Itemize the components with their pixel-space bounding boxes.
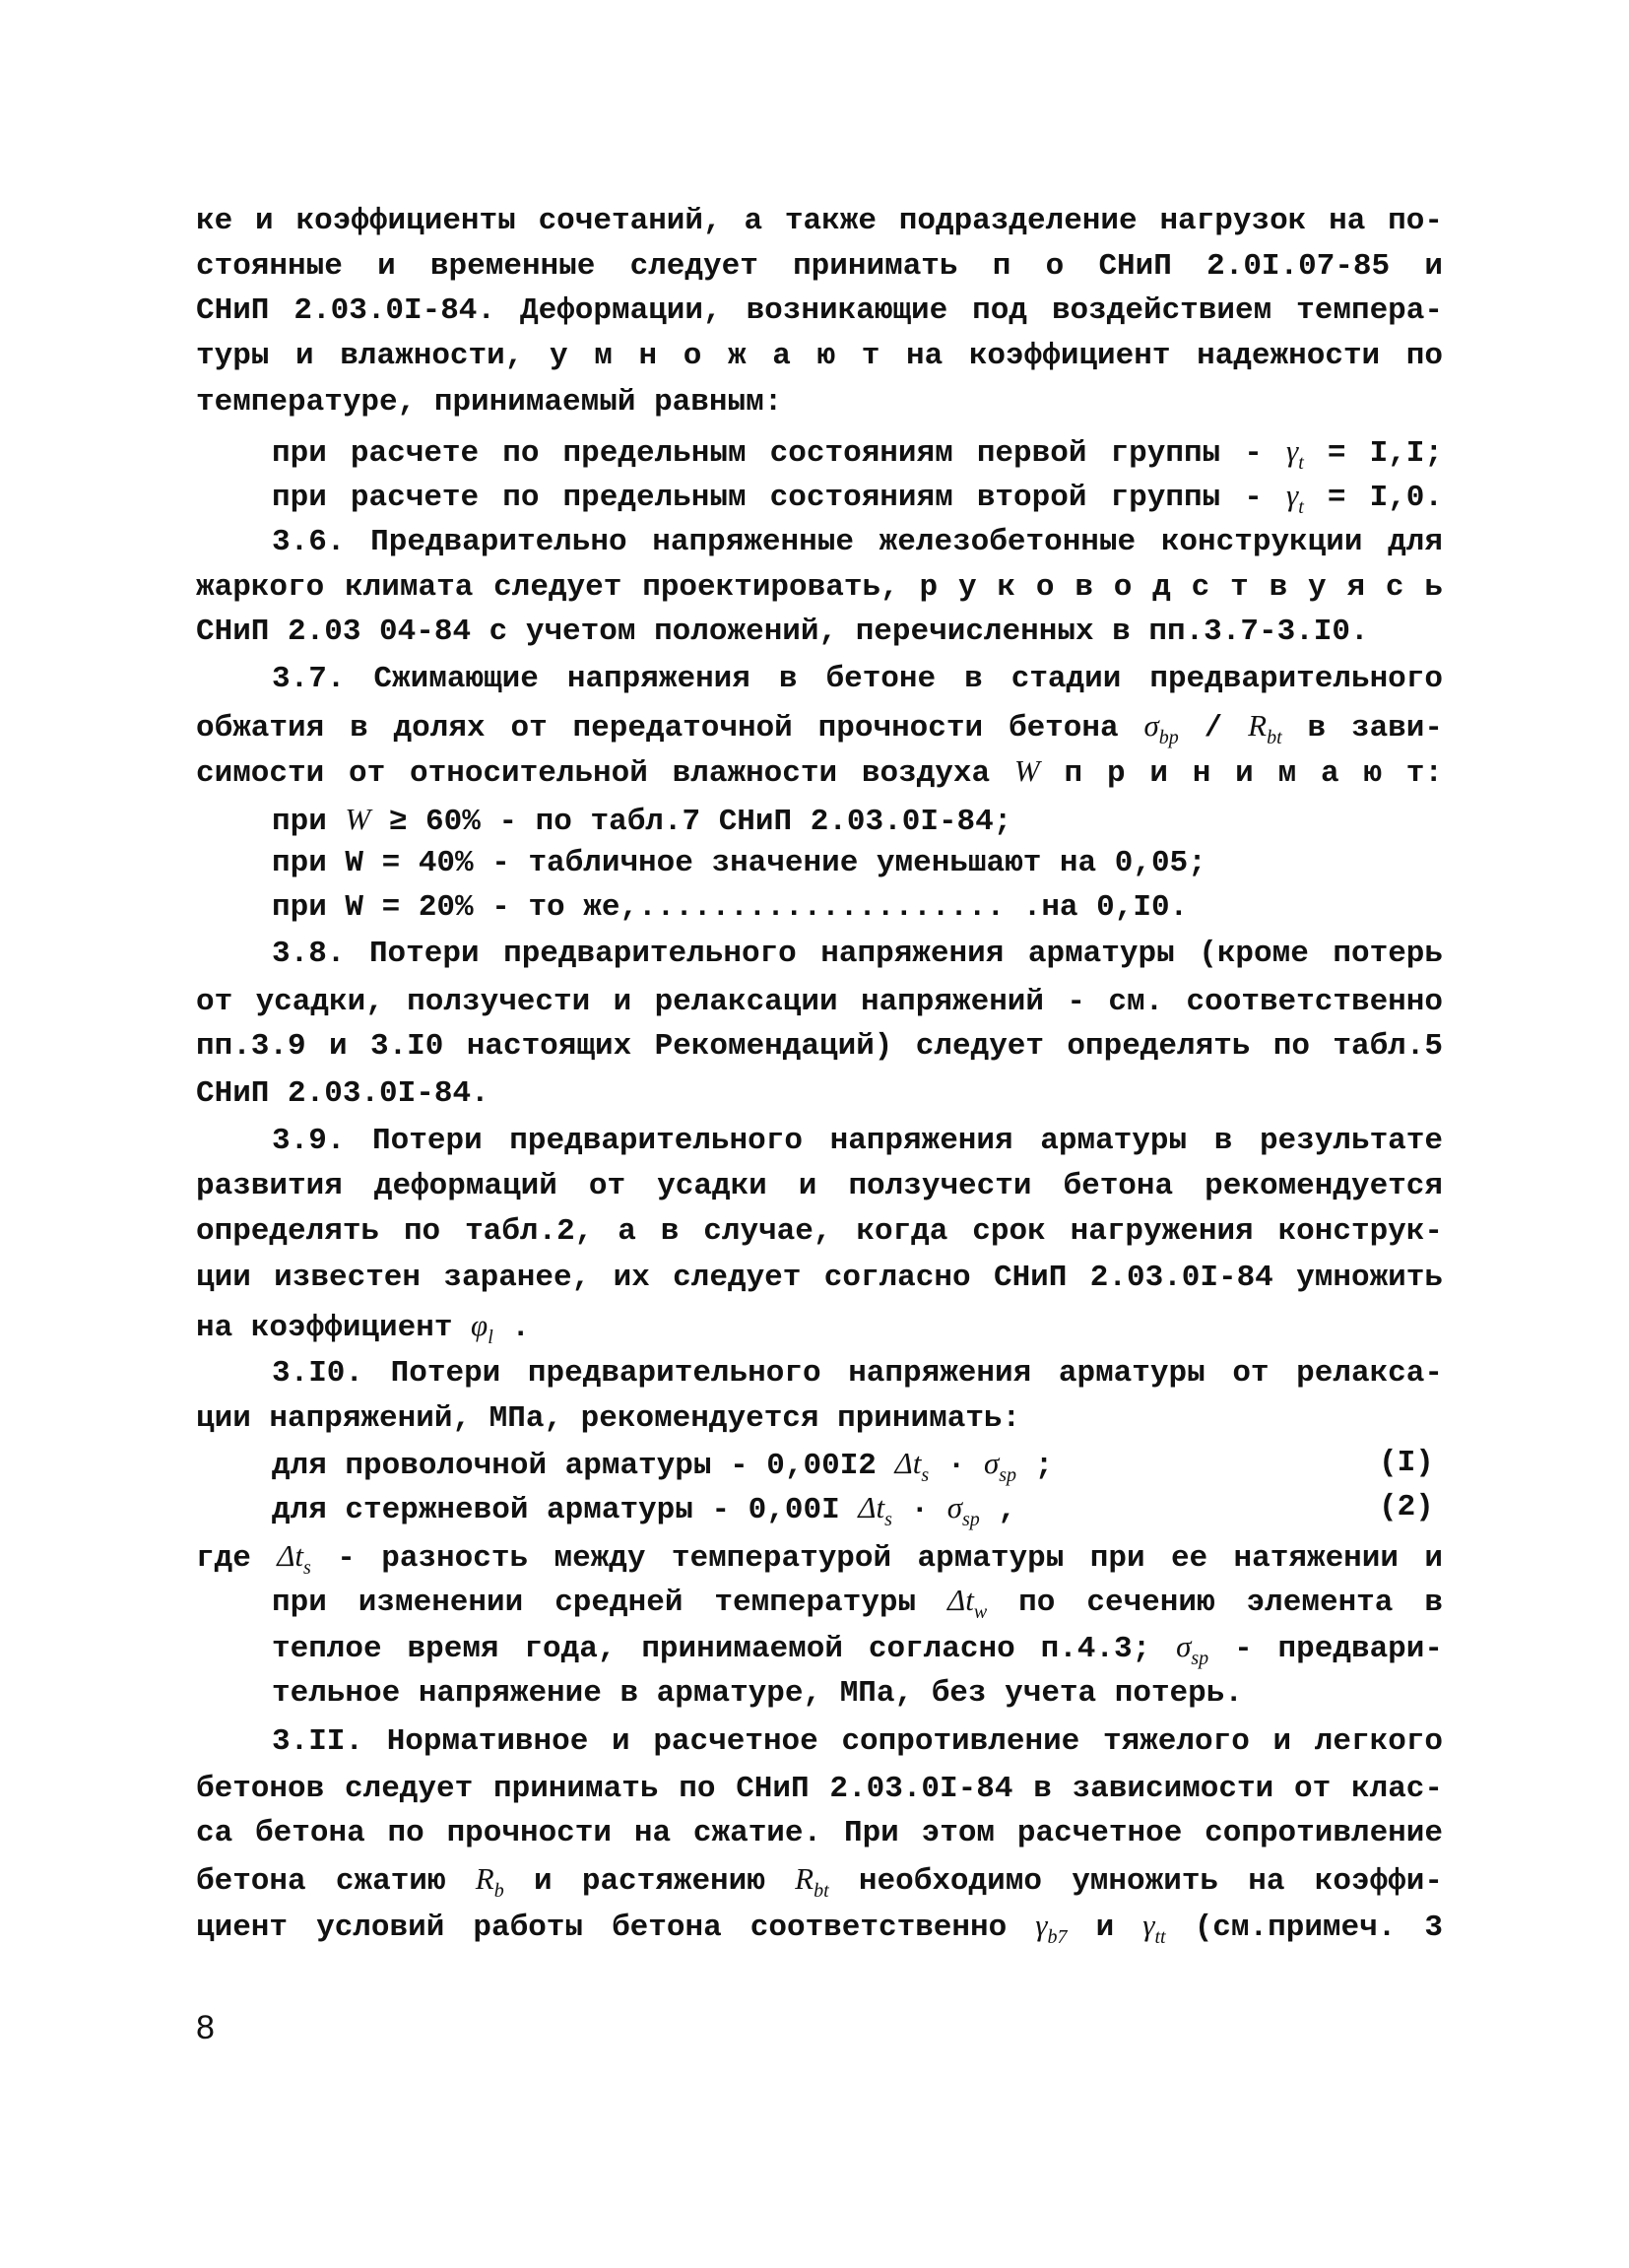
math-subscript: t xyxy=(1298,496,1304,518)
text-segment: ≥ 60% - по табл.7 СНиП 2.03.0I-84; xyxy=(370,805,1012,839)
text-segment: бетона сжатию xyxy=(196,1864,476,1899)
text-line xyxy=(196,1167,1443,1206)
text-segment: развития деформаций от усадки и ползучести бетона рекомендуется xyxy=(196,1169,1443,1203)
text-segment: ции известен заранее, их следует согласно СНиП 2.03.0I-84 умножить xyxy=(196,1261,1443,1295)
text-segment: симости от относительной влажности воздуха xyxy=(196,756,1014,791)
math-symbol: σ xyxy=(983,1446,1000,1480)
text-segment: определять по табл.2, а в случае, когда срок нагружения конструк- xyxy=(196,1214,1443,1249)
text-segment: ции напряжений, МПа, рекомендуется принимать: xyxy=(196,1401,1021,1436)
text-line xyxy=(196,1906,1443,1957)
text-segment: - предвари- xyxy=(1208,1632,1443,1666)
text-segment: ке и коэффициенты сочетаний, а также подразделение нагрузок на по- xyxy=(196,204,1443,238)
text-line xyxy=(196,1859,1443,1911)
text-segment: необходимо умножить на коэффи- xyxy=(828,1864,1443,1899)
text-line xyxy=(196,1399,1443,1439)
text-segment: циент условий работы бетона соответственно xyxy=(196,1911,1036,1945)
text-line xyxy=(196,247,1443,287)
text-line xyxy=(196,706,1443,757)
text-segment: и растяжению xyxy=(503,1864,796,1899)
text-segment: СНиП 2.03.0I-84. Деформации, возникающие под воздействием темпера- xyxy=(196,293,1443,328)
text-segment: / xyxy=(1178,711,1249,745)
math-subscript: s xyxy=(921,1464,930,1486)
math-subscript: tt xyxy=(1154,1926,1166,1948)
text-segment: 3.9. Потери предварительного напряжения арматуры в результате xyxy=(272,1124,1443,1158)
math-subscript: bp xyxy=(1158,727,1179,748)
text-line xyxy=(272,1722,1443,1762)
text-line xyxy=(196,1212,1443,1252)
math-subscript: sp xyxy=(962,1509,980,1530)
text-segment: при изменении средней температуры xyxy=(272,1586,948,1620)
text-line xyxy=(272,844,1443,883)
text-segment: стоянные и временные следует принимать п о СНиП 2.0I.07-85 и xyxy=(196,249,1443,284)
text-line xyxy=(272,660,1443,699)
text-segment: жаркого климата следует проектировать, р у к о в о д с т в у я с ь xyxy=(196,570,1443,605)
math-subscript: sp xyxy=(1191,1648,1209,1669)
text-line xyxy=(196,383,1443,422)
text-line xyxy=(272,1674,1443,1714)
math-subscript: s xyxy=(303,1557,311,1579)
math-subscript: b xyxy=(493,1880,504,1902)
text-segment: теплое время года, принимаемой согласно п.4.3; xyxy=(272,1632,1177,1666)
text-segment: 3.8. Потери предварительного напряжения арматуры (кроме потерь xyxy=(272,937,1443,971)
math-subscript: w xyxy=(973,1601,988,1623)
math-symbol: R xyxy=(1248,708,1268,743)
text-line xyxy=(196,1027,1443,1067)
text-line xyxy=(196,983,1443,1022)
text-line xyxy=(196,292,1443,331)
text-segment: са бетона по прочности на сжатие. При этом расчетное сопротивление xyxy=(196,1816,1443,1850)
math-symbol: φ xyxy=(471,1308,489,1342)
math-symbol: σ xyxy=(946,1490,963,1524)
math-symbol: R xyxy=(475,1861,494,1896)
text-segment: при xyxy=(272,805,346,839)
math-symbol: γ xyxy=(1285,433,1299,468)
text-segment: = I,I; xyxy=(1303,436,1443,471)
text-segment: = I,0. xyxy=(1303,481,1443,515)
text-segment: при W = 40% - табличное значение уменьшают на 0,05; xyxy=(272,846,1206,880)
math-symbol: γ xyxy=(1142,1908,1155,1942)
text-segment: 3.I0. Потери предварительного напряжения арматуры от релакса- xyxy=(272,1356,1443,1391)
math-subscript: l xyxy=(488,1327,493,1348)
text-line xyxy=(272,888,1443,928)
math-symbol: Δt xyxy=(947,1583,974,1617)
text-segment: . xyxy=(492,1311,530,1345)
text-segment: 3.II. Нормативное и расчетное сопротивление тяжелого и легкого xyxy=(272,1724,1443,1759)
text-segment: по сечению элемента в xyxy=(987,1586,1443,1620)
text-segment: от усадки, ползучести и релаксации напряжений - см. соответственно xyxy=(196,985,1443,1019)
text-segment: (см.примеч. 3 xyxy=(1165,1911,1444,1945)
text-line xyxy=(196,202,1443,241)
math-symbol: Δt xyxy=(894,1446,922,1480)
text-segment: ; xyxy=(1016,1449,1054,1483)
text-line xyxy=(196,613,1443,652)
math-subscript: bt xyxy=(1267,727,1282,748)
text-segment: 3.7. Сжимающие напряжения в бетоне в стадии предварительного xyxy=(272,662,1443,696)
text-segment: тельное напряжение в арматуре, МПа, без учета потерь. xyxy=(272,1676,1243,1711)
math-symbol: W xyxy=(1013,753,1040,788)
text-segment: для проволочной арматуры - 0,00I2 xyxy=(272,1449,895,1483)
text-line xyxy=(196,1074,1443,1114)
math-symbol: W xyxy=(345,802,371,836)
text-segment: , xyxy=(979,1493,1017,1527)
text-segment: бетонов следует принимать по СНиП 2.03.0I-84 в зависимости от клас- xyxy=(196,1772,1443,1806)
math-symbol: Δt xyxy=(858,1490,885,1524)
text-segment: пп.3.9 и 3.I0 настоящих Рекомендаций) следует определять по табл.5 xyxy=(196,1029,1443,1064)
text-segment: СНиП 2.03 04-84 с учетом положений, перечисленных в пп.3.7-3.I0. xyxy=(196,615,1369,649)
math-symbol: γ xyxy=(1285,478,1299,512)
text-segment: и xyxy=(1067,1911,1143,1945)
math-symbol: R xyxy=(795,1861,814,1896)
text-line xyxy=(196,568,1443,608)
math-subscript: sp xyxy=(999,1464,1017,1486)
text-line xyxy=(196,1770,1443,1809)
math-symbol: γ xyxy=(1035,1908,1048,1942)
math-subscript: s xyxy=(884,1509,892,1530)
text-line xyxy=(272,800,1443,842)
math-symbol: σ xyxy=(1176,1629,1192,1663)
math-subscript: t xyxy=(1298,452,1304,474)
text-line xyxy=(272,523,1443,562)
text-line xyxy=(272,1581,1443,1632)
text-segment: для стержневой арматуры - 0,00I xyxy=(272,1493,859,1527)
text-line xyxy=(196,1259,1443,1298)
text-segment: · xyxy=(891,1493,947,1527)
text-segment: в зави- xyxy=(1281,711,1443,745)
text-line xyxy=(196,337,1443,376)
math-symbol: Δt xyxy=(277,1538,304,1573)
text-line xyxy=(272,476,1443,527)
equation-number: (I) xyxy=(1379,1446,1434,1480)
text-line xyxy=(196,751,1443,794)
text-segment: при расчете по предельным состояниям первой группы - xyxy=(272,436,1286,471)
text-segment: СНиП 2.03.0I-84. xyxy=(196,1076,489,1111)
text-line xyxy=(272,1488,1443,1539)
text-line xyxy=(272,935,1443,974)
text-line xyxy=(272,1122,1443,1161)
text-segment: туры и влажности, у м н о ж а ю т на коэффициент надежности по xyxy=(196,339,1443,373)
text-segment: температуре, принимаемый равным: xyxy=(196,385,783,420)
math-subscript: bt xyxy=(814,1880,829,1902)
text-segment: где xyxy=(196,1541,278,1576)
equation-number: (2) xyxy=(1379,1490,1434,1524)
text-segment: обжатия в долях от передаточной прочности бетона xyxy=(196,711,1144,745)
text-segment: п р и н и м а ю т: xyxy=(1039,756,1443,791)
text-segment: на коэффициент xyxy=(196,1311,472,1345)
text-line xyxy=(196,1814,1443,1853)
text-line xyxy=(196,1306,1443,1357)
page-number: 8 xyxy=(196,2009,215,2046)
text-segment: - разность между температурой арматуры при ее натяжении и xyxy=(310,1541,1443,1576)
math-subscript: b7 xyxy=(1047,1926,1068,1948)
text-segment: · xyxy=(929,1449,984,1483)
text-line xyxy=(272,1627,1443,1678)
math-symbol: σ xyxy=(1143,708,1159,743)
text-segment: при расчете по предельным состояниям второй группы - xyxy=(272,481,1286,515)
text-segment: при W = 20% - то же,.................... .на 0,I0. xyxy=(272,890,1189,925)
text-line xyxy=(272,1354,1443,1393)
text-segment: 3.6. Предварительно напряженные железобетонные конструкции для xyxy=(272,525,1443,559)
